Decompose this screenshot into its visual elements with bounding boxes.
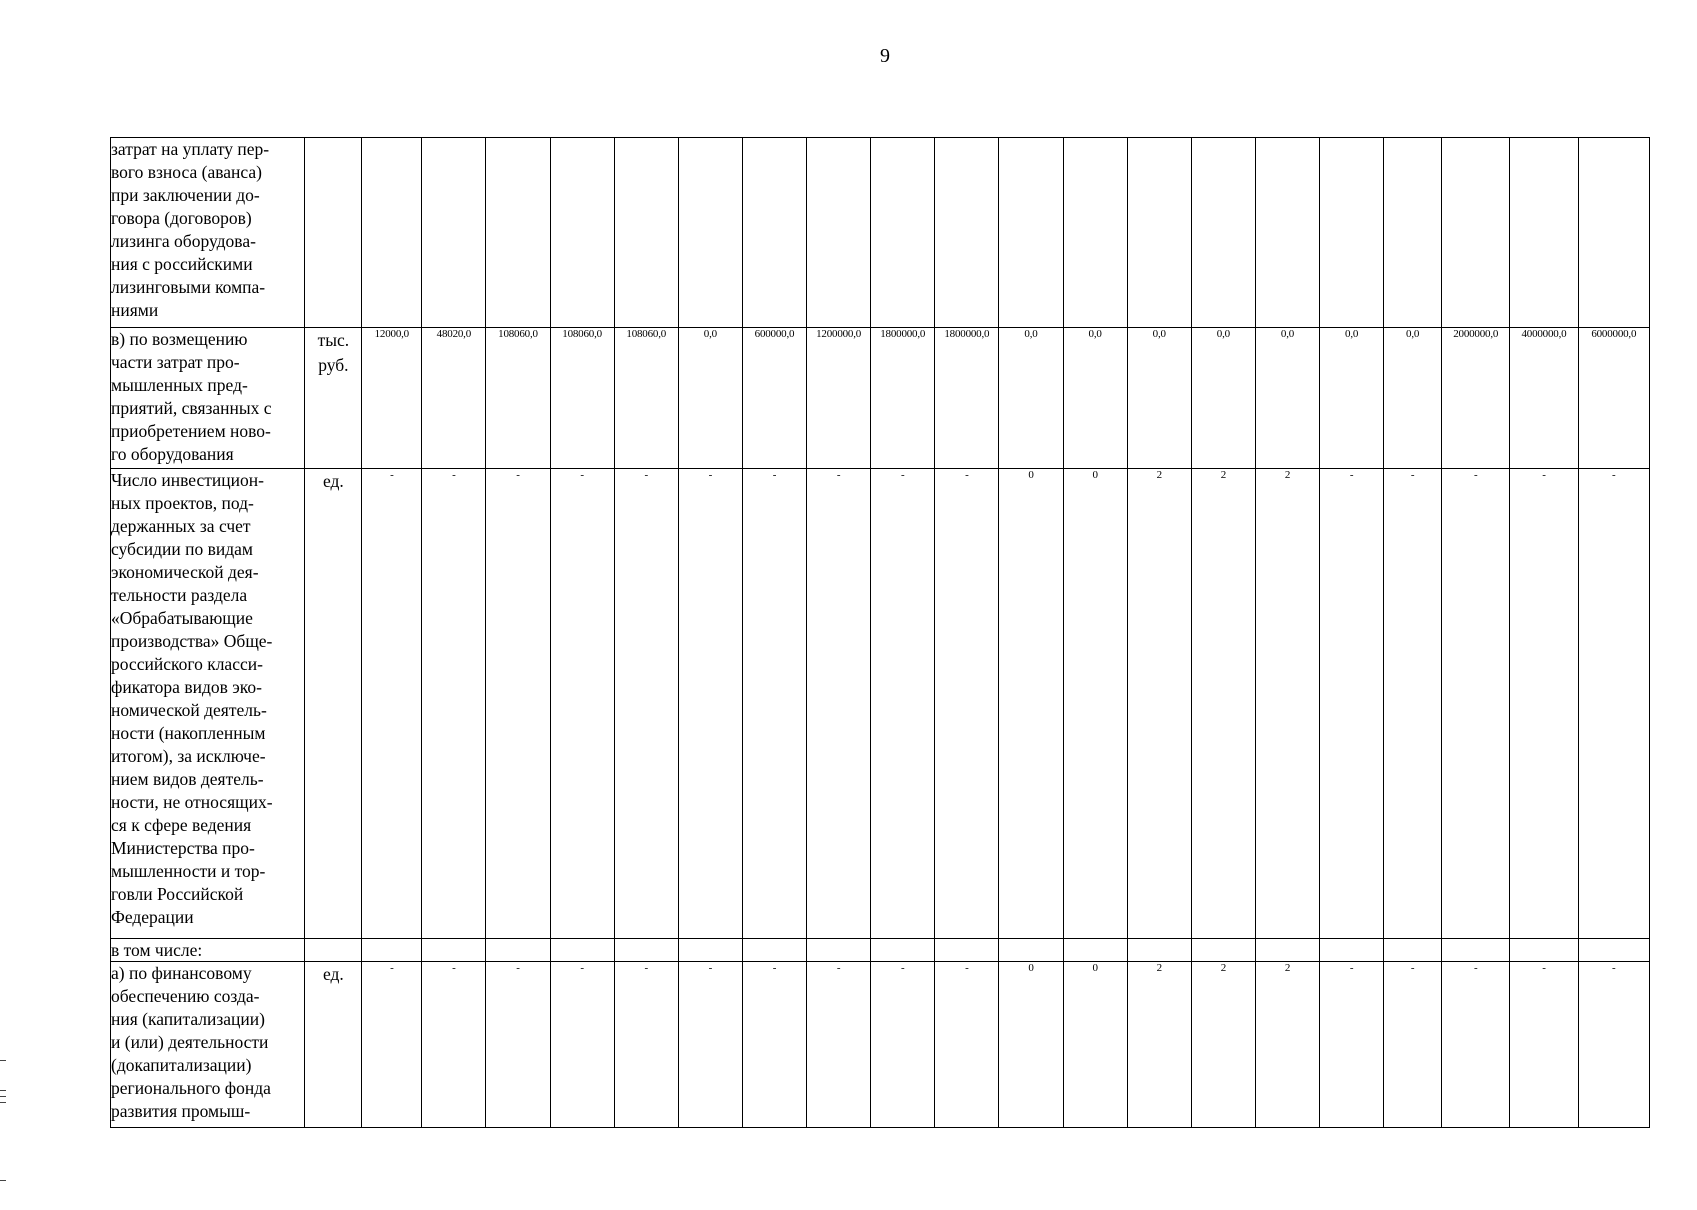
value-cell: -	[807, 962, 871, 1128]
value-cell: -	[614, 469, 678, 939]
value-cell: 2	[1127, 962, 1191, 1128]
value-cell: 108060,0	[614, 328, 678, 469]
value-cell	[871, 138, 935, 328]
value-cell: 6000000,0	[1578, 328, 1649, 469]
value-cell	[614, 939, 678, 962]
value-cell: -	[1510, 469, 1578, 939]
value-cell: 0	[999, 962, 1063, 1128]
table-row	[111, 328, 1650, 469]
value-cell	[1063, 138, 1127, 328]
value-cell: -	[422, 469, 486, 939]
value-cell	[935, 138, 999, 328]
value-cell: -	[362, 962, 422, 1128]
row-unit	[305, 939, 362, 962]
value-cell	[1510, 138, 1578, 328]
value-cell: 0,0	[1191, 328, 1255, 469]
value-cell: -	[1510, 962, 1578, 1128]
value-cell: 0,0	[678, 328, 742, 469]
value-cell	[1510, 939, 1578, 962]
value-cell: 0,0	[1127, 328, 1191, 469]
row-unit: ед.	[305, 469, 362, 939]
value-cell: -	[1384, 469, 1442, 939]
value-cell	[999, 138, 1063, 328]
value-cell	[1384, 939, 1442, 962]
value-cell: -	[935, 962, 999, 1128]
value-cell	[550, 138, 614, 328]
value-cell	[1578, 138, 1649, 328]
value-cell	[1442, 138, 1510, 328]
value-cell: -	[1442, 962, 1510, 1128]
row-label: а) по финансовому обеспечению созда- ния (капитализации) и (или) деятельности (докапитализации) регионального фонда развития промыш-	[111, 962, 305, 1128]
value-cell: -	[678, 469, 742, 939]
value-cell	[1255, 138, 1319, 328]
value-cell	[362, 939, 422, 962]
value-cell	[871, 939, 935, 962]
row-label: затрат на уплату пер- вого взноса (аванса) при заключении до- говора (договоров) лизинга оборудова- ния с российскими лизинговыми компа- ниями	[111, 138, 305, 328]
value-cell: 1200000,0	[807, 328, 871, 469]
value-cell: 0,0	[1320, 328, 1384, 469]
value-cell: -	[486, 962, 550, 1128]
value-cell: -	[486, 469, 550, 939]
value-cell	[742, 138, 806, 328]
value-cell	[1127, 939, 1191, 962]
value-cell: 2	[1191, 962, 1255, 1128]
row-unit	[305, 138, 362, 328]
value-cell: 2	[1127, 469, 1191, 939]
value-cell: -	[1578, 469, 1649, 939]
table-row	[111, 469, 1650, 939]
value-cell	[935, 939, 999, 962]
value-cell	[1063, 939, 1127, 962]
value-cell	[1191, 939, 1255, 962]
value-cell: -	[362, 469, 422, 939]
value-cell: 0,0	[999, 328, 1063, 469]
value-cell: -	[1578, 962, 1649, 1128]
value-cell	[1384, 138, 1442, 328]
row-unit: тыс. руб.	[305, 328, 362, 469]
value-cell: 48020,0	[422, 328, 486, 469]
value-cell: -	[1442, 469, 1510, 939]
indicators-table	[110, 137, 1650, 1128]
value-cell	[486, 138, 550, 328]
value-cell: 0,0	[1063, 328, 1127, 469]
table-body	[111, 138, 1650, 1128]
value-cell: 0,0	[1255, 328, 1319, 469]
value-cell: -	[550, 469, 614, 939]
value-cell: -	[871, 962, 935, 1128]
table-row	[111, 138, 1650, 328]
scan-margin-marks	[0, 1060, 6, 1210]
value-cell	[1127, 138, 1191, 328]
value-cell: 2	[1191, 469, 1255, 939]
value-cell	[1578, 939, 1649, 962]
value-cell: -	[550, 962, 614, 1128]
value-cell	[614, 138, 678, 328]
value-cell	[422, 939, 486, 962]
value-cell: -	[1320, 962, 1384, 1128]
value-cell	[486, 939, 550, 962]
value-cell	[422, 138, 486, 328]
value-cell	[742, 939, 806, 962]
value-cell: 1800000,0	[871, 328, 935, 469]
value-cell: 108060,0	[550, 328, 614, 469]
value-cell: 2	[1255, 962, 1319, 1128]
value-cell: -	[614, 962, 678, 1128]
row-label: в том числе:	[111, 939, 305, 962]
value-cell	[550, 939, 614, 962]
value-cell: 0,0	[1384, 328, 1442, 469]
value-cell: 4000000,0	[1510, 328, 1578, 469]
value-cell	[362, 138, 422, 328]
value-cell: -	[742, 962, 806, 1128]
value-cell	[1320, 939, 1384, 962]
value-cell: 12000,0	[362, 328, 422, 469]
value-cell	[1191, 138, 1255, 328]
value-cell	[1320, 138, 1384, 328]
value-cell	[678, 939, 742, 962]
value-cell: 1800000,0	[935, 328, 999, 469]
value-cell: 0	[1063, 962, 1127, 1128]
value-cell: 2	[1255, 469, 1319, 939]
row-unit: ед.	[305, 962, 362, 1128]
table-row	[111, 962, 1650, 1128]
value-cell: 2000000,0	[1442, 328, 1510, 469]
value-cell: -	[1384, 962, 1442, 1128]
value-cell	[678, 138, 742, 328]
value-cell	[807, 138, 871, 328]
value-cell: -	[422, 962, 486, 1128]
value-cell: -	[871, 469, 935, 939]
value-cell	[1255, 939, 1319, 962]
value-cell: 108060,0	[486, 328, 550, 469]
value-cell: -	[935, 469, 999, 939]
value-cell: -	[807, 469, 871, 939]
value-cell	[807, 939, 871, 962]
value-cell: 0	[999, 469, 1063, 939]
row-label: в) по возмещению части затрат про- мышленных пред- приятий, связанных с приобретением ново- го оборудования	[111, 328, 305, 469]
value-cell: -	[678, 962, 742, 1128]
value-cell	[1442, 939, 1510, 962]
value-cell	[999, 939, 1063, 962]
table-subheader-row	[111, 939, 1650, 962]
row-label: Число инвестицион- ных проектов, под- держанных за счет субсидии по видам экономической дея- тельности раздела «Обрабатывающие производства» Обще- российского класси- фикатора видов эко- номической деятель- ности (накопленным итогом), за исключе- нием видов деятель- ности, не относящих- ся к сфере ведения Министерства про- мышленности и тор- говли Российской Федерации	[111, 469, 305, 939]
value-cell: -	[742, 469, 806, 939]
value-cell: 0	[1063, 469, 1127, 939]
page-number: 9	[880, 45, 890, 67]
value-cell: -	[1320, 469, 1384, 939]
value-cell: 600000,0	[742, 328, 806, 469]
